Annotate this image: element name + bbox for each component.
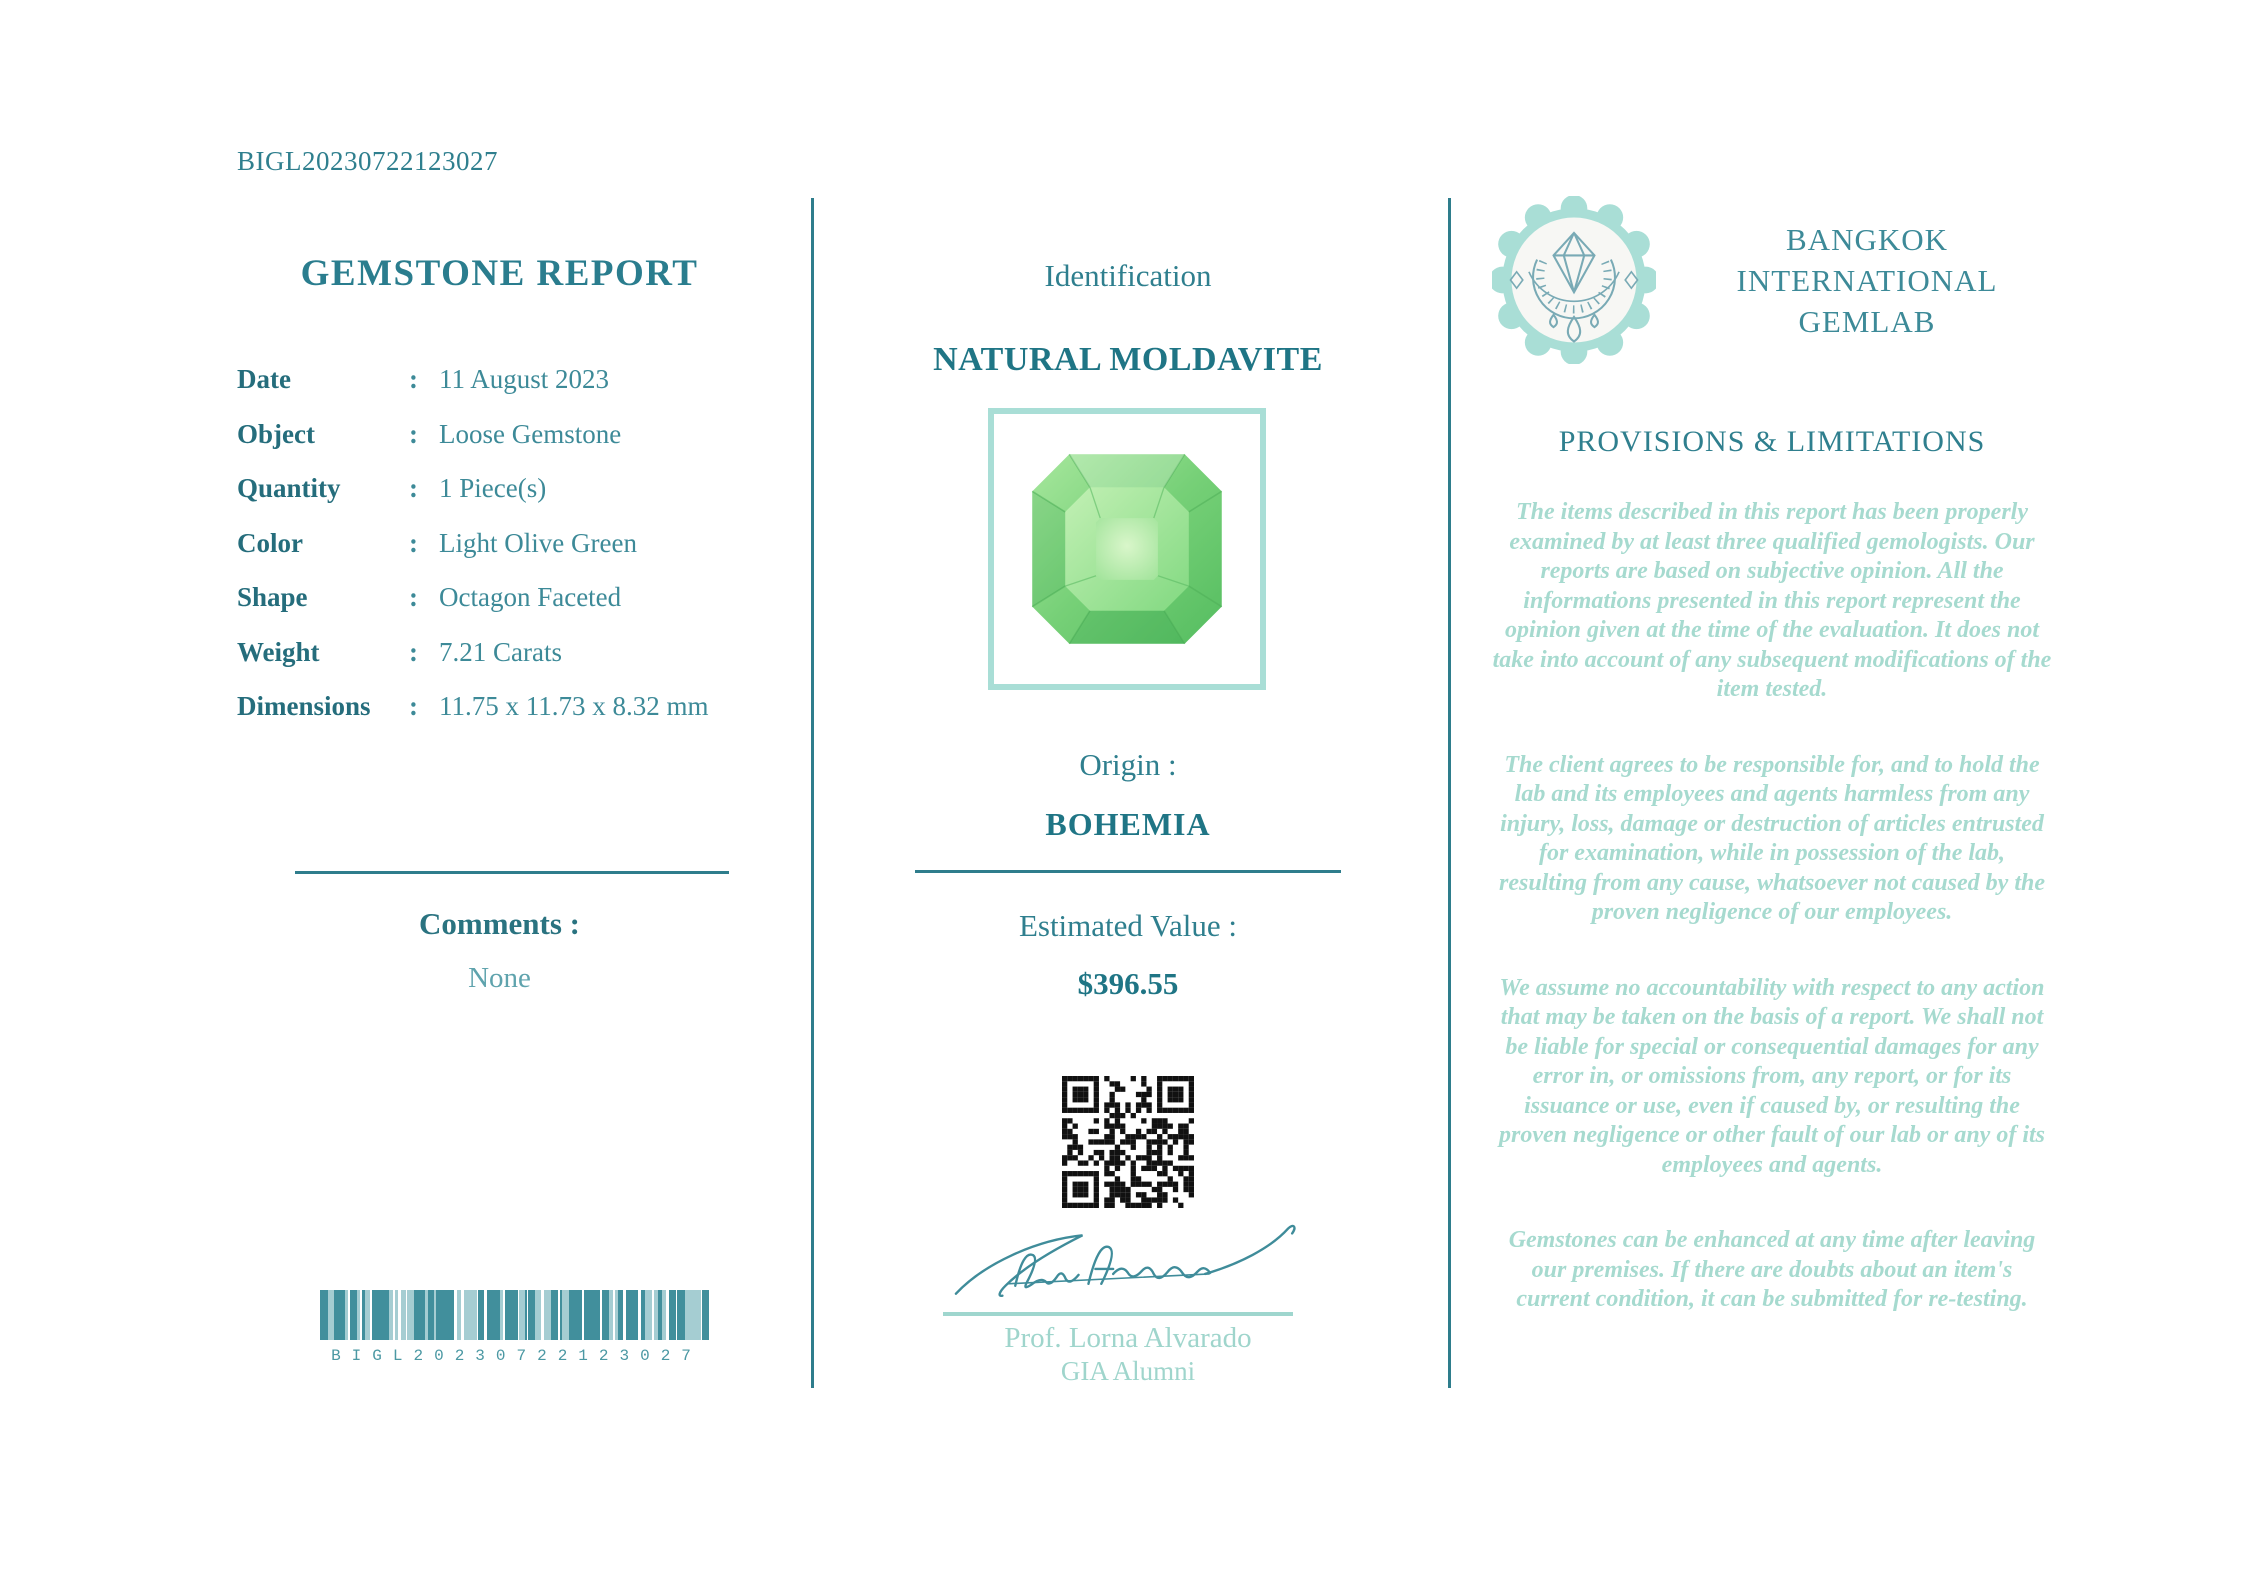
barcode	[320, 1290, 713, 1365]
signature-script	[950, 1222, 1306, 1314]
gemstone-photo-frame	[988, 408, 1266, 690]
column-divider-right	[1448, 198, 1451, 1388]
field-separator: :	[409, 418, 418, 449]
table-row	[237, 473, 762, 528]
gem-name: NATURAL MOLDAVITE	[933, 341, 1323, 378]
field-separator: :	[409, 364, 418, 394]
field-separator: :	[409, 527, 418, 558]
barcode-image	[320, 1290, 713, 1340]
field-label: Date	[237, 364, 291, 394]
field-label: Weight	[237, 636, 320, 667]
identification-heading: Identification	[1044, 258, 1212, 293]
provisions-paragraph: The client agrees to be responsible for, and to hold the lab and its employees and agents harmless from any injury, loss, damage or destruction of articles entrusted for examination, while in possession of the lab, resulting from any cause, whatsoever not caused by the proven negligence of our employees.	[1498, 751, 2045, 925]
barcode-text: BIGL20230722123027	[331, 1347, 702, 1365]
report-number: BIGL20230722123027	[237, 146, 498, 176]
horizontal-rule	[295, 871, 729, 874]
origin-value: BOHEMIA	[1045, 806, 1211, 842]
lab-header	[1492, 196, 2052, 364]
table-row	[237, 637, 762, 692]
provisions-text	[1492, 498, 2052, 1361]
detail-table	[237, 364, 762, 746]
identification-column	[855, 0, 1401, 1586]
provisions-heading: PROVISIONS & LIMITATIONS	[1558, 425, 1986, 458]
field-value: 11.75 x 11.73 x 8.32 mm	[439, 691, 709, 721]
field-value: Loose Gemstone	[439, 418, 622, 449]
field-separator: :	[409, 691, 418, 721]
field-label: Dimensions	[237, 691, 371, 721]
table-row	[237, 582, 762, 637]
table-row	[237, 691, 762, 746]
provisions-paragraph: The items described in this report has been properly examined by at least three qualified gemologists. Our reports are based on subjective opinion. All the informations presented in this report represent the opinion given at the time of the evaluation. It does not take into account of any subsequent modifications of the item tested.	[1492, 499, 2052, 702]
column-divider-left	[811, 198, 814, 1388]
table-row	[237, 528, 762, 583]
table-row	[237, 419, 762, 474]
signatory-name: Prof. Lorna Alvarado	[1004, 1322, 1252, 1354]
field-value: Octagon Faceted	[439, 582, 622, 612]
report-details-column	[237, 0, 762, 1586]
provisions-paragraph: We assume no accountability with respect to any action that may be taken on the basis of a report. We shall not be liable for special or consequential damages for any error in, or omissions from, any report, or for its issuance or use, even if caused by, or resulting the proven negligence or other fault of our lab or any of its employees and agents.	[1498, 974, 2045, 1178]
gemstone-photo	[1024, 446, 1230, 652]
lab-name-line: BANGKOK	[1786, 221, 1948, 257]
field-separator: :	[409, 473, 418, 503]
estimated-value-amount: $396.55	[1077, 966, 1179, 1001]
provisions-paragraph: Gemstones can be enhanced at any time after leaving our premises. If there are doubts about an item's current condition, it can be submitted for re-testing.	[1508, 1227, 2036, 1312]
field-value: 7.21 Carats	[439, 636, 562, 667]
field-label: Object	[237, 418, 315, 449]
field-label: Shape	[237, 582, 308, 612]
estimated-value-label: Estimated Value :	[1018, 908, 1238, 943]
report-title: GEMSTONE REPORT	[300, 253, 699, 294]
qr-code	[1062, 1076, 1194, 1208]
field-value: 11 August 2023	[439, 364, 610, 394]
table-row	[237, 364, 762, 419]
signature-rule	[943, 1312, 1293, 1316]
signatory-title: GIA Alumni	[1060, 1356, 1196, 1386]
field-value: 1 Piece(s)	[439, 473, 547, 503]
lab-logo-badge-icon	[1492, 196, 1656, 364]
horizontal-rule	[915, 870, 1341, 873]
lab-name-line: GEMLAB	[1798, 303, 1936, 339]
field-separator: :	[409, 636, 418, 667]
field-label: Quantity	[237, 473, 341, 503]
lab-name	[1682, 219, 2052, 342]
field-label: Color	[237, 527, 303, 558]
comments-label: Comments :	[419, 906, 580, 941]
lab-name-line: INTERNATIONAL	[1736, 262, 1998, 298]
field-separator: :	[409, 582, 418, 612]
lab-column	[1492, 0, 2052, 1586]
field-value: Light Olive Green	[439, 527, 637, 558]
origin-label: Origin :	[1079, 747, 1177, 782]
comments-value: None	[468, 962, 531, 994]
